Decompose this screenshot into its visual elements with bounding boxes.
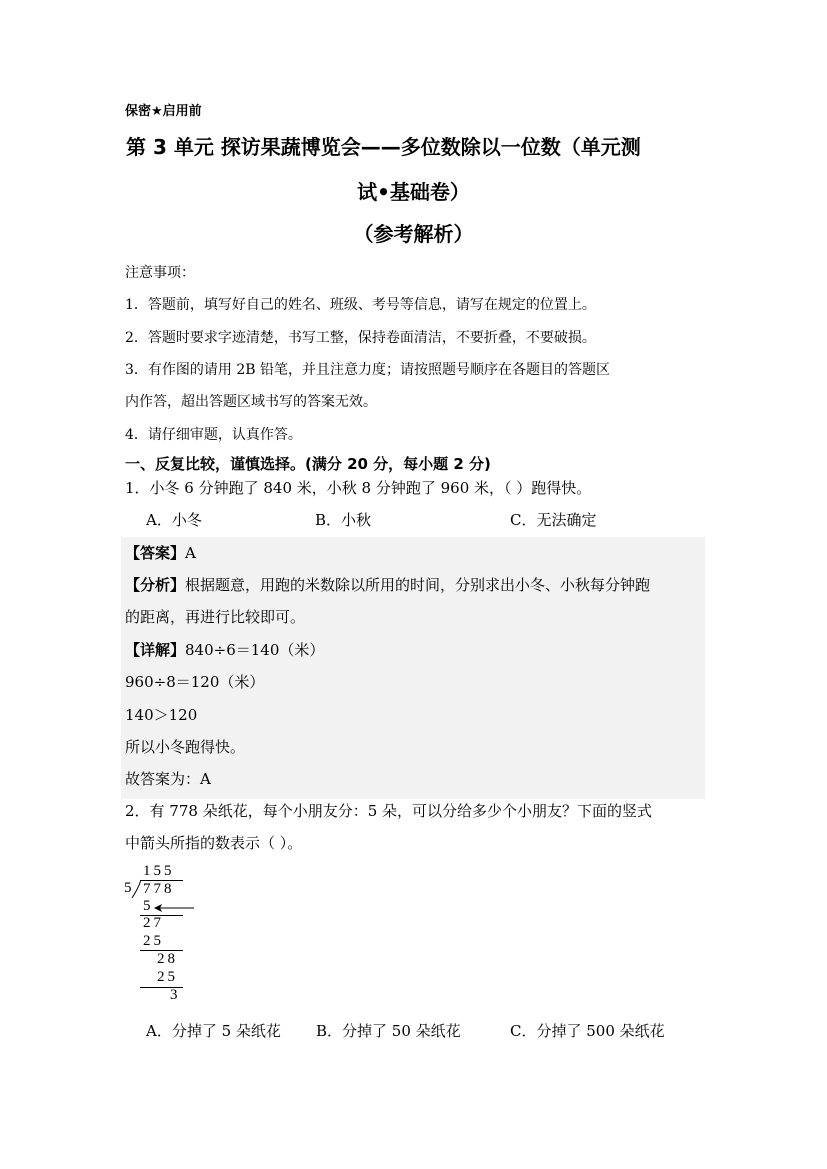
detail-tag: 【详解】 bbox=[125, 641, 186, 659]
division-step: 28 bbox=[157, 951, 178, 967]
q1-final-answer: 故答案为：A bbox=[125, 770, 211, 788]
q1-detail-line: 所以小冬跑得快。 bbox=[125, 738, 246, 756]
analysis-tag: 【分析】 bbox=[125, 576, 186, 594]
answer-value: A bbox=[185, 544, 196, 562]
division-quotient: 155 bbox=[143, 863, 175, 879]
division-step: 27 bbox=[143, 915, 164, 931]
q1-option-b: B．小秋 bbox=[315, 511, 372, 529]
analysis-text: 根据题意，用跑的米数除以所用的时间，分别求出小冬、小秋每分钟跑 bbox=[185, 576, 651, 594]
q1-detail bbox=[125, 639, 324, 660]
division-remainder: 3 bbox=[170, 987, 181, 1003]
question-1-stem: 1．小冬 6 分钟跑了 840 米，小秋 8 分钟跑了 960 米，（ ）跑得快。 bbox=[125, 479, 592, 497]
note-item: 4．请仔细审题，认真作答。 bbox=[125, 427, 302, 443]
note-item: 内作答，超出答题区域书写的答案无效。 bbox=[125, 394, 377, 410]
arrow-left-icon bbox=[152, 901, 196, 915]
detail-text: 840÷6＝140（米） bbox=[185, 641, 325, 659]
division-step: 5 bbox=[143, 898, 154, 914]
confidential-label: 保密★启用前 bbox=[125, 104, 202, 119]
q1-answer bbox=[125, 542, 196, 563]
answer-tag: 【答案】 bbox=[125, 544, 186, 562]
note-item: 1．答题前，填写好自己的姓名、班级、考号等信息，请写在规定的位置上。 bbox=[125, 297, 596, 313]
q2-option-a: A．分掉了 5 朵纸花 bbox=[146, 1022, 281, 1040]
question-2-stem: 2．有 778 朵纸花，每个小朋友分：5 朵，可以分给多少个小朋友？下面的竖式 bbox=[125, 802, 653, 820]
division-step: 25 bbox=[157, 969, 178, 985]
q1-option-c: C．无法确定 bbox=[510, 511, 597, 529]
q1-analysis-cont: 的距离，再进行比较即可。 bbox=[125, 608, 306, 626]
q2-option-b: B．分掉了 50 朵纸花 bbox=[316, 1022, 461, 1040]
q1-detail-line: 140＞120 bbox=[125, 706, 198, 724]
question-2-stem-cont: 中箭头所指的数表示（ ）。 bbox=[125, 834, 303, 852]
q1-detail-line: 960÷8＝120（米） bbox=[125, 673, 265, 691]
q2-option-c: C．分掉了 500 朵纸花 bbox=[510, 1022, 665, 1040]
page-title-line2: 试•基础卷） bbox=[357, 180, 470, 204]
section-heading: 一、反复比较，谨慎选择。(满分 20 分，每小题 2 分) bbox=[125, 455, 491, 473]
division-divisor: 5 bbox=[124, 880, 135, 896]
q1-analysis bbox=[125, 574, 650, 595]
note-item: 3．有作图的请用 2B 铅笔，并且注意力度；请按照题号顺序在各题目的答题区 bbox=[125, 362, 611, 378]
note-item: 2．答题时要求字迹清楚，书写工整，保持卷面清洁，不要折叠，不要破损。 bbox=[125, 330, 596, 346]
division-dividend: 778 bbox=[143, 881, 175, 897]
notes-heading: 注意事项： bbox=[125, 265, 195, 281]
division-bracket bbox=[131, 879, 143, 899]
q1-option-a: A．小冬 bbox=[146, 511, 202, 529]
division-step: 25 bbox=[143, 933, 164, 949]
page-title-line1: 第 3 单元 探访果蔬博览会——多位数除以一位数（单元测 bbox=[126, 135, 641, 159]
page-subtitle: （参考解析） bbox=[353, 222, 474, 246]
